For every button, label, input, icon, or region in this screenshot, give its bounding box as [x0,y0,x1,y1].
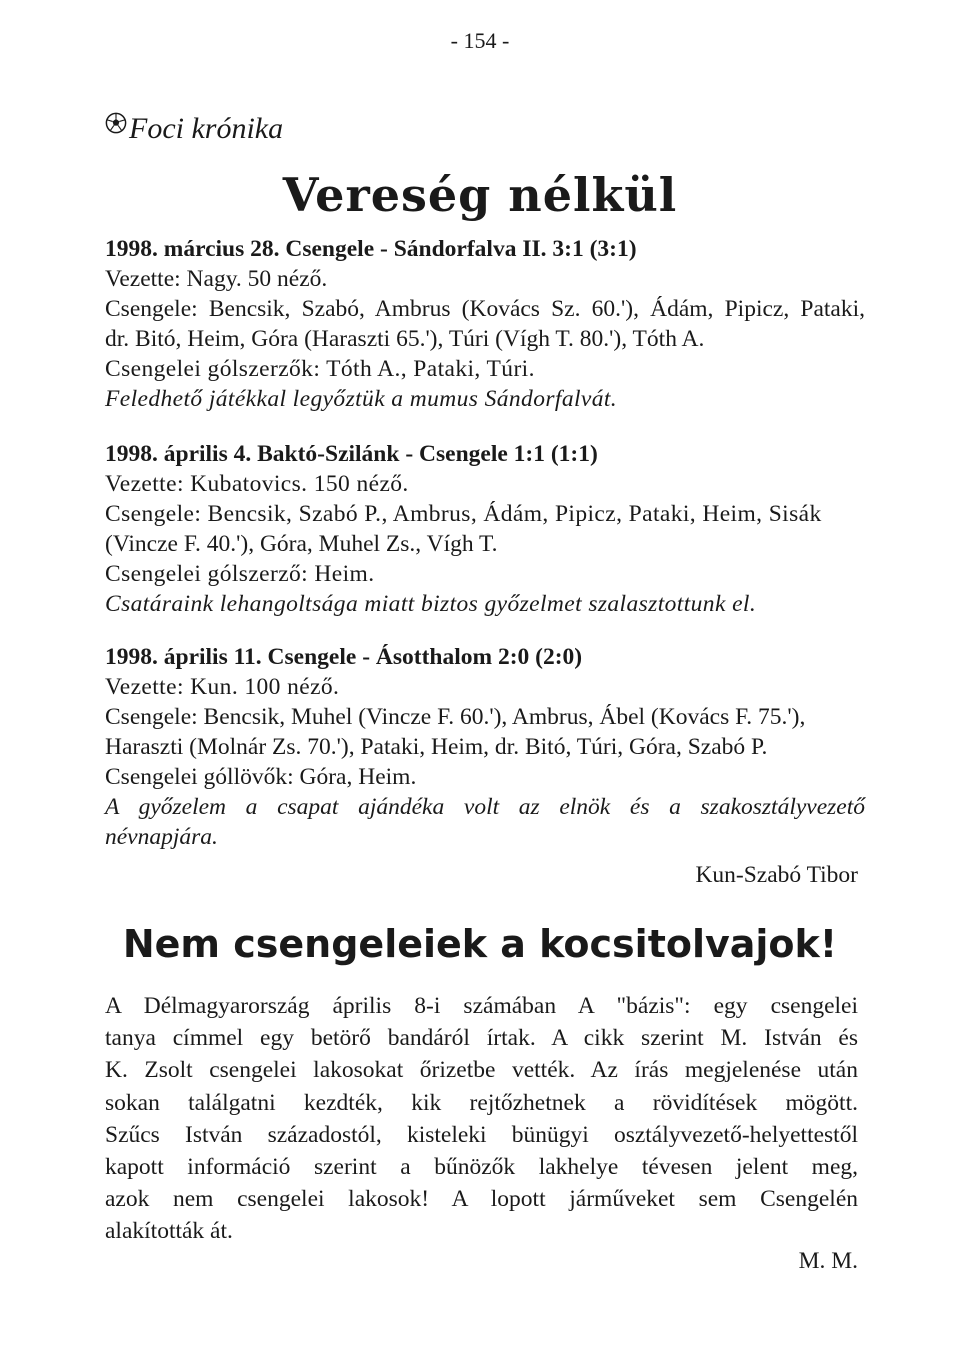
match-comment: Feledhető játékkal legyőztük a mumus Sándorfalvát. [105,386,618,412]
match-report [105,439,865,619]
article-line: A Délmagyarország április 8-i számában A "bázis": egy csengelei [105,993,858,1019]
section-title: Foci krónika [129,112,284,145]
football-icon [105,112,127,134]
article-signature: M. M. [798,1248,858,1274]
match-comment: Csatáraink lehangoltsága miatt biztos győzelmet szalasztottunk el. [105,591,757,617]
article-line: tanya címmel egy betörő bandáról írtak. A cikk szerint M. István és [105,1025,858,1052]
match-lineup-line: Csengele: Bencsik, Szabó P., Ambrus, Ádám, Pipicz, Pataki, Heim, Sisák [105,501,822,527]
match-report [105,642,865,852]
match-lineup-line: (Vincze F. 40.'), Góra, Muhel Zs., Vígh T. [105,531,498,557]
match-lineup-line: Csengele: Bencsik, Muhel (Vincze F. 60.'), Ambrus, Ábel (Kovács F. 75.'), [105,704,806,730]
match-header: 1998. április 11. Csengele - Ásotthalom 2:0 (2:0) [105,644,583,670]
article-line: alakították át. [105,1218,233,1245]
section-label [105,112,283,146]
article-line: kapott információ szerint a bűnözők lakhelye tévesen jelent meg, [105,1153,858,1180]
match-referee: Vezette: Kubatovics. 150 néző. [105,471,409,497]
article-line: azok nem csengelei lakosok! A lopott járműveket sem Csengelén [105,1186,858,1213]
match-referee: Vezette: Kun. 100 néző. [105,674,340,700]
match-comment: A győzelem a csapat ajándéka volt az elnök és a szakosztályvezető [105,794,865,820]
match-lineup-line: Csengele: Bencsik, Szabó, Ambrus (Kovács Sz. 60.'), Ádám, Pipicz, Pataki, [105,296,865,322]
article-line: sokan találgatni kezdték, kik rejtőzhetnek a rövidítések mögött. [105,1089,858,1116]
match-comment: névnapjára. [105,824,218,850]
match-lineup-line: dr. Bitó, Heim, Góra (Haraszti 65.'), Túri (Vígh T. 80.'), Tóth A. [105,326,705,352]
article-line: K. Zsolt csengelei lakosokat őrizetbe vették. Az írás megjelenése után [105,1057,858,1084]
match-scorers: Csengelei góllövők: Góra, Heim. [105,764,417,790]
page-number: - 154 - [450,28,510,53]
match-report [105,234,865,414]
match-header: 1998. április 4. Baktó-Szilánk - Csengele 1:1 (1:1) [105,441,598,467]
match-header: 1998. március 28. Csengele - Sándorfalva II. 3:1 (3:1) [105,236,637,262]
headline-secondary: Nem csengeleiek a kocsitolvajok! [122,922,838,966]
author-signature: Kun-Szabó Tibor [695,862,858,888]
match-scorers: Csengelei gólszerző: Heim. [105,561,375,587]
match-scorers: Csengelei gólszerzők: Tóth A., Pataki, Túri. [105,356,535,382]
article-line: Szűcs István századostól, kisteleki bünügyi osztályvezető-helyettestől [105,1121,858,1148]
match-referee: Vezette: Nagy. 50 néző. [105,266,328,292]
match-lineup-line: Haraszti (Molnár Zs. 70.'), Pataki, Heim, dr. Bitó, Túri, Góra, Szabó P. [105,734,768,760]
headline-main: Vereség nélkül [282,168,678,222]
article-body [105,990,858,1248]
